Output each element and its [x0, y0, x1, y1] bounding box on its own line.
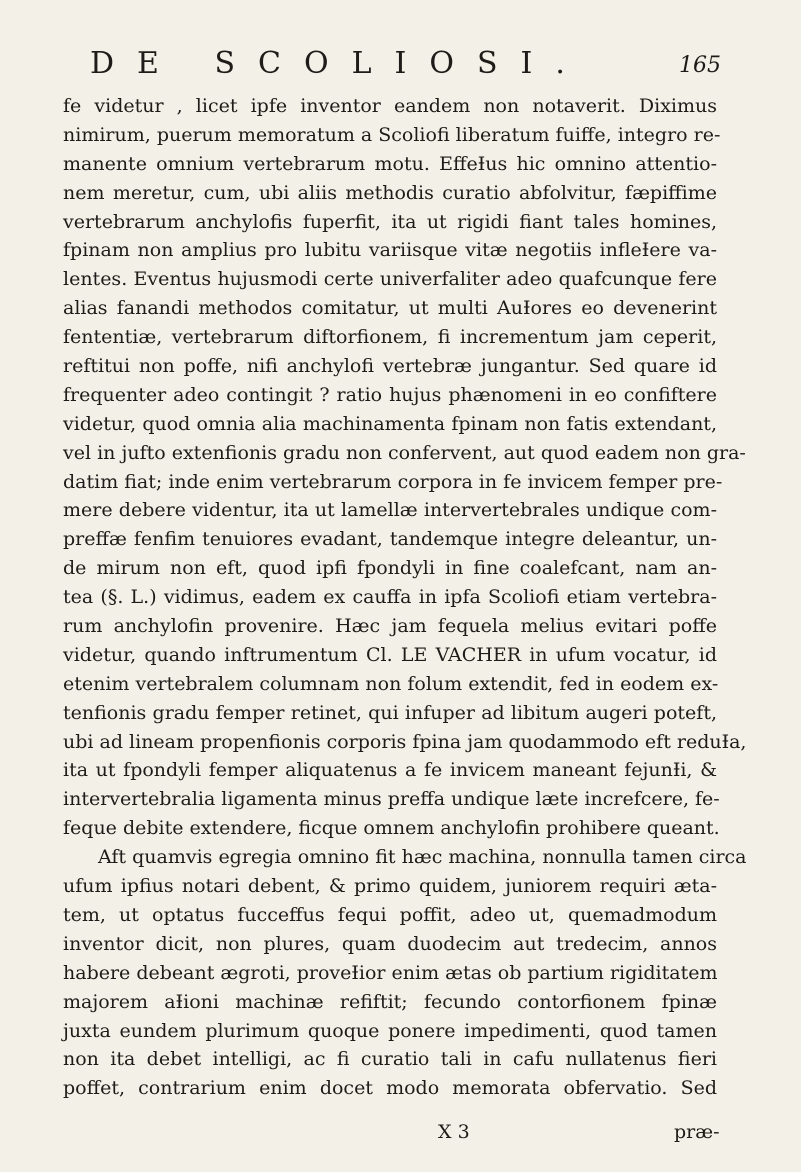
page-number: 165 [679, 53, 721, 78]
text-line: lentes. Eventus hujusmodi certe univerfaliter adeo quafcunque fere [63, 268, 717, 291]
text-line: de mirum non eft, quod ipfi fpondyli in fine coalefcant, nam an- [63, 557, 717, 580]
text-line: frequenter adeo contingit ? ratio hujus phænomeni in eo confiftere [63, 383, 717, 406]
text-line: inventor dicit, non plures, quam duodecim aut tredecim, annos [63, 932, 717, 955]
page-footer [0, 1118, 801, 1148]
text-line: manente omnium vertebrarum motu. EffeƗus hic omnino attentio- [63, 152, 717, 175]
text-line: tem, ut optatus fucceffus fequi poffit, adeo ut, quemadmodum [63, 903, 717, 926]
text-line: ita ut fpondyli femper aliquatenus a fe invicem maneant fejunƗi, & [63, 759, 717, 782]
page-header [0, 46, 801, 86]
text-line: Aft quamvis egregia omnino fit hæc machina, nonnulla tamen circa [98, 846, 747, 869]
text-line: majorem aƗioni machinæ refiftit; fecundo contorfionem fpinæ [63, 990, 717, 1013]
text-line: rum anchylofin provenire. Hæc jam fequela melius evitari poffe [63, 615, 717, 638]
text-line: datim fiat; inde enim vertebrarum corpora in fe invicem femper pre- [63, 470, 723, 493]
text-line: juxta eundem plurimum quoque ponere impedimenti, quod tamen [63, 1019, 717, 1042]
text-line: alias fanandi methodos comitatur, ut multi AuƗores eo devenerint [63, 297, 717, 320]
text-line: tenfionis gradu femper retinet, qui infuper ad libitum augeri poteft, [63, 701, 717, 724]
text-line: mere debere videntur, ita ut lamellæ intervertebrales undique com- [63, 499, 717, 522]
text-line: feque debite extendere, ficque omnem anchylofin prohibere queant. [63, 817, 720, 840]
text-line: non ita debet intelligi, ac fi curatio tali in cafu nullatenus fieri [63, 1048, 717, 1071]
body-text [63, 92, 747, 1103]
text-line: etenim vertebralem columnam non folum extendit, fed in eodem ex- [63, 672, 719, 695]
text-line: reftitui non poffe, nifi anchylofi vertebræ jungantur. Sed quare id [63, 355, 717, 378]
text-line: habere debeant ægroti, proveƗior enim ætas ob partium rigiditatem [63, 961, 718, 984]
text-line: vel in jufto extenfionis gradu non confervent, aut quod eadem non gra- [63, 441, 746, 464]
text-line: videtur, quod omnia alia machinamenta fpinam non fatis extendant, [63, 412, 717, 435]
text-line: tea (§. L.) vidimus, eadem ex cauffa in ipfa Scoliofi etiam vertebra- [63, 586, 717, 609]
text-line: poffet, contrarium enim docet modo memorata obfervatio. Sed [63, 1077, 717, 1100]
text-line: preffæ fenfim tenuiores evadant, tandemque integre deleantur, un- [63, 528, 717, 551]
text-line: ufum ipfius notari debent, & primo quidem, juniorem requiri æta- [63, 875, 717, 898]
text-line: vertebrarum anchylofis fuperfit, ita ut rigidi fiant tales homines, [63, 210, 717, 233]
text-line: fententiæ, vertebrarum diftorfionem, fi incrementum jam ceperit, [63, 326, 717, 349]
text-line: fpinam non amplius pro lubitu variisque vitæ negotiis infleƗere va- [63, 239, 717, 262]
text-line: fe videtur , licet ipfe inventor eandem non notaverit. Diximus [63, 95, 717, 117]
text-line: nem meretur, cum, ubi aliis methodis curatio abfolvitur, fæpiffime [63, 181, 717, 204]
catchword: præ- [674, 1121, 720, 1143]
text-line: intervertebralia ligamenta minus preffa undique læte increfcere, fe- [63, 788, 720, 811]
running-title: DE SCOLIOSI. [90, 46, 588, 81]
text-line: ubi ad lineam propenfionis corporis fpina jam quodammodo eft reduƗa, [63, 730, 747, 753]
text-line: videtur, quando inftrumentum Cl. LE VACHER in ufum vocatur, id [63, 643, 717, 666]
text-line: nimirum, puerum memoratum a Scoliofi liberatum fuiffe, integro re- [63, 123, 721, 146]
signature-mark: X 3 [438, 1121, 470, 1143]
